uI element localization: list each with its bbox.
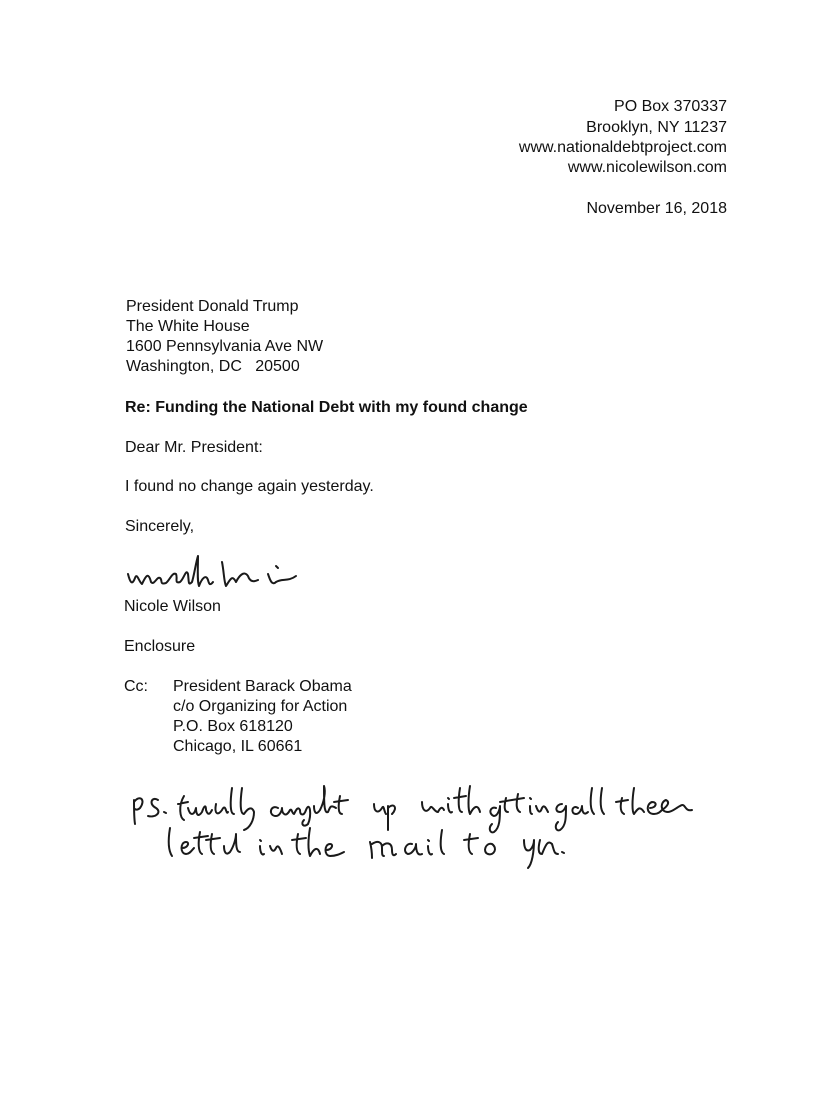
sender-po-box: PO Box 370337 [614,98,727,115]
subject-line: Re: Funding the National Debt with my found change [125,399,528,416]
salutation: Dear Mr. President: [125,439,263,456]
recipient-name: President Donald Trump [126,298,299,315]
handwritten-ps-note [130,778,700,868]
signer-name: Nicole Wilson [124,598,221,615]
recipient-org: The White House [126,318,250,335]
cc-po-box: P.O. Box 618120 [173,718,293,735]
sender-website-2: www.nicolewilson.com [567,159,727,176]
sender-website-1: www.nationaldebtproject.com [518,139,727,156]
enclosure-note: Enclosure [124,638,196,655]
cc-city: Chicago, IL 60661 [173,738,303,755]
body-text: I found no change again yesterday. [125,478,374,495]
handwritten-signature [126,552,306,594]
cc-name: President Barack Obama [173,678,352,695]
closing: Sincerely, [125,518,195,535]
cc-org: c/o Organizing for Action [173,698,348,715]
recipient-city: Washington, DC 20500 [126,358,300,375]
recipient-street: 1600 Pennsylvania Ave NW [126,338,324,355]
letter-date: November 16, 2018 [586,200,727,217]
sender-city: Brooklyn, NY 11237 [586,119,727,136]
cc-label: Cc: [124,678,148,695]
